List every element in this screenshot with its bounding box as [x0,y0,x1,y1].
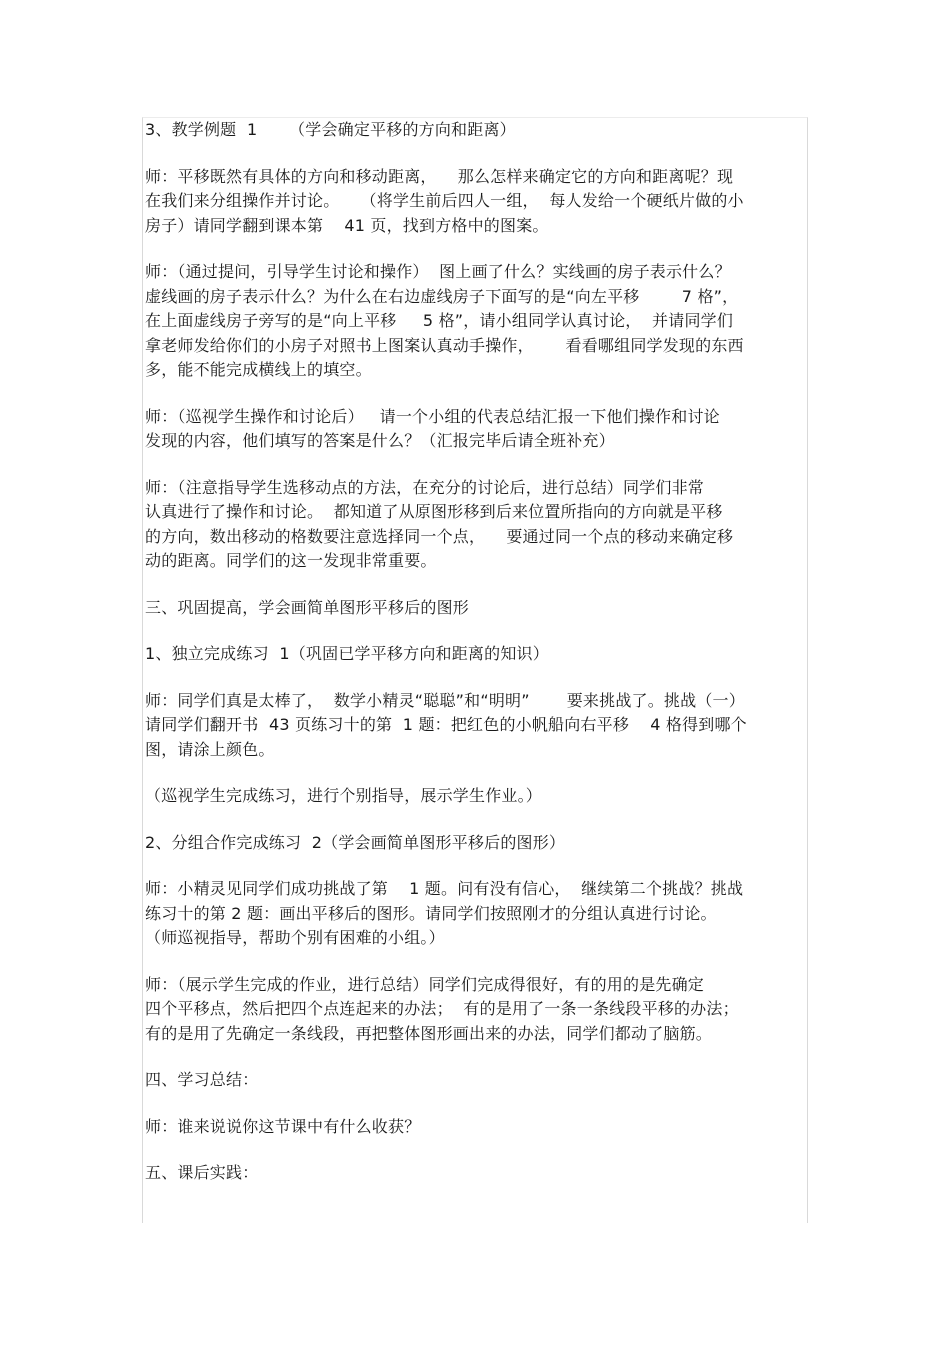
text-line: 虚线画的房子表示什么？为什么在右边虚线房子下面写的是“向左平移 7 格”， [145,286,739,306]
section-heading-summary [145,1068,800,1093]
text-line: 有的是用了先确定一条线段，再把整体图形画出来的办法，同学们都动了脑筋。 [145,1023,713,1043]
text-line: 师：（巡视学生操作和讨论后） 请一个小组的代表总结汇报一下他们操作和讨论 [145,406,720,426]
text-line: 请同学们翻开书 43 页练习十的第 1 题：把红色的小帆船向右平移 4 格得到哪个 [145,715,747,734]
paragraph-teacher-questions [145,260,800,383]
paragraph-teacher-intro [145,165,800,239]
text-line: 三、巩固提高，学会画简单图形平移后的图形 [145,597,470,617]
text-line: 四个平移点，然后把四个点连起来的办法； 有的是用了一条一条线段平移的办法； [145,999,739,1018]
text-line: （师巡视指导，帮助个别有困难的小组。） [145,928,445,947]
text-line: 师：小精灵见同学们成功挑战了第 1 题。问有没有信心， 继续第二个挑战？挑战 [145,879,744,898]
paragraph-inspection [145,784,800,809]
section-heading-practice [145,1161,800,1186]
paragraph-challenge-1 [145,689,800,763]
document-body [145,118,800,1208]
text-line: 房子）请同学翻到课本第 41 页，找到方格中的图案。 [145,215,549,235]
paragraph-exercise-2 [145,831,800,856]
text-line: 在我们来分组操作并讨论。 （将学生前后四人一组， 每人发给一个硬纸片做的小 [145,191,744,210]
text-line: 拿老师发给你们的小房子对照书上图案认真动手操作， 看看哪组同学发现的东西 [145,335,744,355]
text-line: 师：（注意指导学生选移动点的方法，在充分的讨论后，进行总结）同学们非常 [145,477,705,497]
text-line: 的方向，数出移动的格数要注意选择同一个点， 要通过同一个点的移动来确定移 [145,526,734,546]
text-line: 师：（通过提问，引导学生讨论和操作） 图上画了什么？实线画的房子表示什么？ [145,262,731,281]
text-line: 师：同学们真是太棒了， 数学小精灵“聪聪”和“明明” 要来挑战了。挑战（一） [145,690,745,710]
paragraph-teacher-conclusion [145,973,800,1047]
text-line: 师：谁来说说你这节课中有什么收获？ [145,1116,421,1136]
section-heading-consolidate [145,596,800,621]
text-line: 师：（展示学生完成的作业，进行总结）同学们完成得很好，有的用的是先确定 [145,974,705,994]
text-line: 五、课后实践： [145,1163,259,1182]
text-line: 2、分组合作完成练习 2（学会画简单图形平移后的图形） [145,832,566,852]
text-line: 图，请涂上颜色。 [145,739,275,759]
paragraph-challenge-2 [145,877,800,951]
paragraph-summary-question [145,1115,800,1140]
paragraph-example-heading [145,118,800,143]
text-line: 多，能不能完成横线上的填空。 [145,360,372,379]
paragraph-teacher-summary [145,476,800,574]
text-line: （巡视学生完成练习，进行个别指导，展示学生作业。） [145,786,543,805]
text-line: 在上面虚线房子旁写的是“向上平移 5 格”，请小组同学认真讨论， 并请同学们 [145,311,734,330]
text-line: 认真进行了操作和讨论。 都知道了从原图形移到后来位置所指向的方向就是平移 [145,502,723,521]
paragraph-teacher-report [145,405,800,454]
text-line: 练习十的第 2 题：画出平移后的图形。请同学们按照刚才的分组认真进行讨论。 [145,903,717,923]
text-line: 发现的内容，他们填写的答案是什么？（汇报完毕后请全班补充） [145,431,615,450]
text-line: 四、学习总结： [145,1070,259,1089]
text-line: 动的距离。同学们的这一发现非常重要。 [145,551,437,570]
text-line: 3、教学例题 1 （学会确定平移的方向和距离） [145,120,516,139]
text-line: 师：平移既然有具体的方向和移动距离， 那么怎样来确定它的方向和距离呢？现 [145,166,734,186]
paragraph-exercise-1 [145,642,800,667]
text-line: 1、独立完成练习 1（巩固已学平移方向和距离的知识） [145,644,549,663]
